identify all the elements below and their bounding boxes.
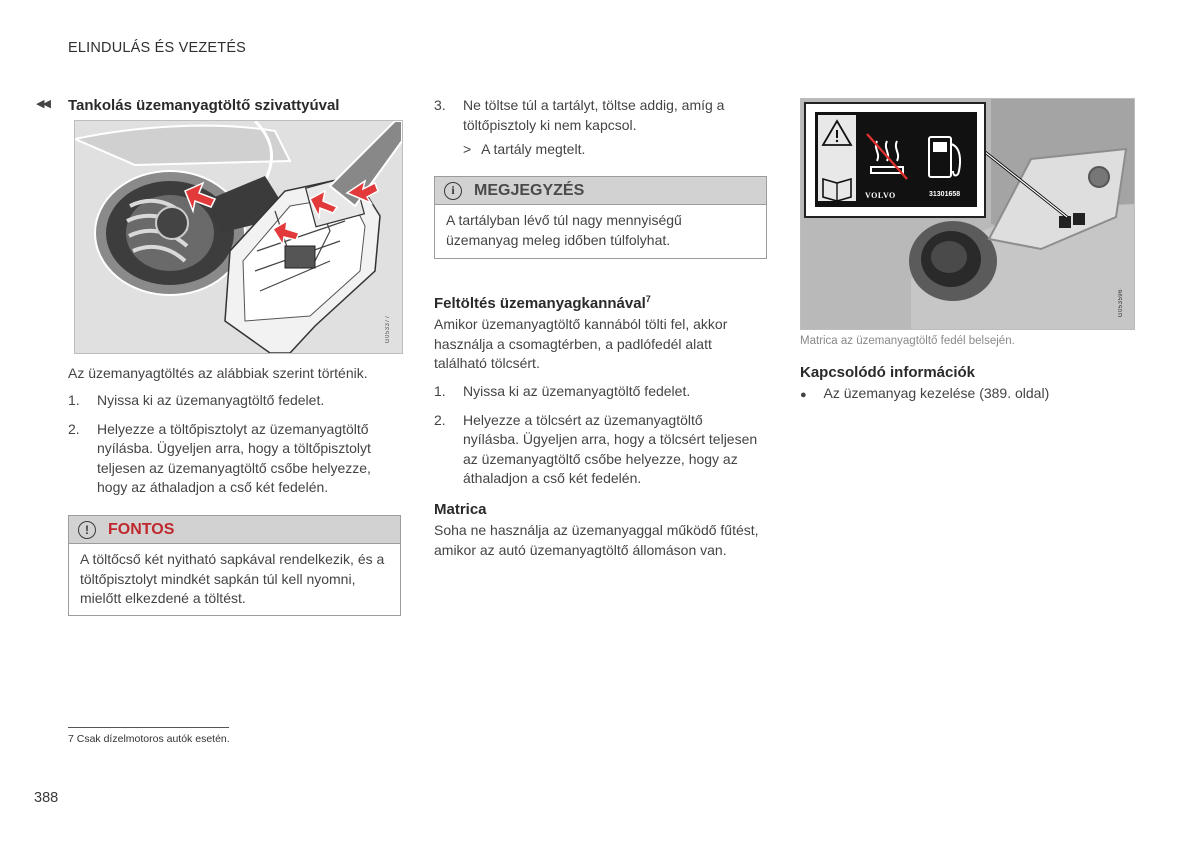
canister-intro: Amikor üzemanyagtöltő kannából tölti fel, akkor használja a csomagtérben, a padlófedél alatt található tölcsért. (434, 316, 728, 371)
result-marker: > (463, 141, 472, 157)
canister-title (434, 294, 651, 312)
step-number: 1. (434, 383, 446, 399)
decal-text: Soha ne használja az üzemanyaggal működő fűtést, amikor az autó üzemanyagtöltő állomáson van. (434, 522, 759, 558)
step-text: Helyezze a tölcsért az üzemanyagtöltő nyílásba. Ügyeljen arra, hogy a tölcsért teljesen az üzemanyagtöltő csőbe helyezze, hogy az áthaladjon a cső két fedelén. (463, 411, 758, 486)
running-header: ELINDULÁS ÉS VEZETÉS (68, 40, 247, 56)
important-header (69, 516, 400, 544)
step-text: Ne töltse túl a tartályt, töltse addig, amíg a töltőpisztoly ki nem kapcsol. (463, 97, 725, 133)
bullet-icon: ● (800, 389, 807, 401)
footnote-ref: 7 (645, 294, 651, 304)
sticker-part-number: 31301658 (929, 191, 961, 198)
list-item (68, 420, 398, 498)
section-title: Tankolás üzemanyagtöltő szivattyúval (68, 97, 340, 114)
figure-code: G053596 (1118, 288, 1124, 317)
fuel-flap-drawing (801, 99, 1134, 329)
info-icon: i (444, 182, 462, 200)
step-number: 1. (68, 392, 80, 408)
list-item (68, 391, 398, 411)
intro-text: Az üzemanyagtöltés az alábbiak szerint történik. (68, 365, 368, 381)
related-link[interactable]: Az üzemanyag kezelése (389. oldal) (823, 385, 1050, 401)
fuel-flap-photo (800, 98, 1135, 330)
figure-caption: Matrica az üzemanyagtöltő fedél belsején. (800, 335, 1015, 347)
list-item (434, 96, 754, 135)
result-line (463, 140, 585, 160)
canister-title-text: Feltöltés üzemanyagkannával (434, 295, 646, 312)
note-box (434, 176, 767, 259)
note-header (435, 177, 766, 205)
important-box (68, 515, 401, 616)
warning-icon: ! (78, 521, 96, 539)
step-text: Nyissa ki az üzemanyagtöltő fedelet. (97, 392, 325, 408)
step-number: 2. (434, 411, 446, 428)
step-text: Nyissa ki az üzemanyagtöltő fedelet. (463, 383, 691, 399)
important-label: FONTOS (108, 520, 175, 538)
note-label: MEGJEGYZÉS (474, 181, 585, 199)
step-number: 2. (68, 420, 80, 437)
important-text: A töltőcső két nyitható sapkával rendelkezik, és a töltőpisztolyt mindkét sapkán túl kell nyomni, mielőtt elkezdené a töltést. (80, 551, 385, 606)
step-number: 3. (434, 97, 446, 113)
related-title: Kapcsolódó információk (800, 364, 976, 381)
result-text: A tartály megtelt. (481, 141, 586, 157)
list-item (434, 382, 759, 402)
list-item (434, 411, 759, 489)
related-item[interactable] (800, 384, 1049, 406)
fuel-nozzle-illustration (74, 120, 403, 354)
back-nav-icon[interactable]: ◀◀ (36, 98, 49, 110)
step-text: Helyezze a töltőpisztolyt az üzemanyagtöltő nyílásba. Ügyeljen arra, hogy a töltőpisztolyt teljesen az üzemanyagtöltő csőbe helyezze, hogy az áthaladjon a cső két fedelén. (97, 420, 371, 495)
footnote: 7 Csak dízelmotoros autók esetén. (68, 733, 230, 745)
page-number: 388 (34, 790, 59, 806)
sticker-brand: VOLVO (865, 191, 896, 200)
fuel-nozzle-drawing (75, 121, 402, 353)
fueling-steps-continued (434, 96, 754, 140)
fueling-steps (68, 391, 398, 507)
note-text: A tartályban lévő túl nagy mennyiségű üzemanyag meleg időben túlfolyhat. (446, 212, 682, 248)
canister-steps (434, 382, 759, 498)
figure-code: G053377 (385, 314, 391, 343)
footnote-divider (68, 727, 229, 728)
decal-title: Matrica (434, 501, 487, 518)
